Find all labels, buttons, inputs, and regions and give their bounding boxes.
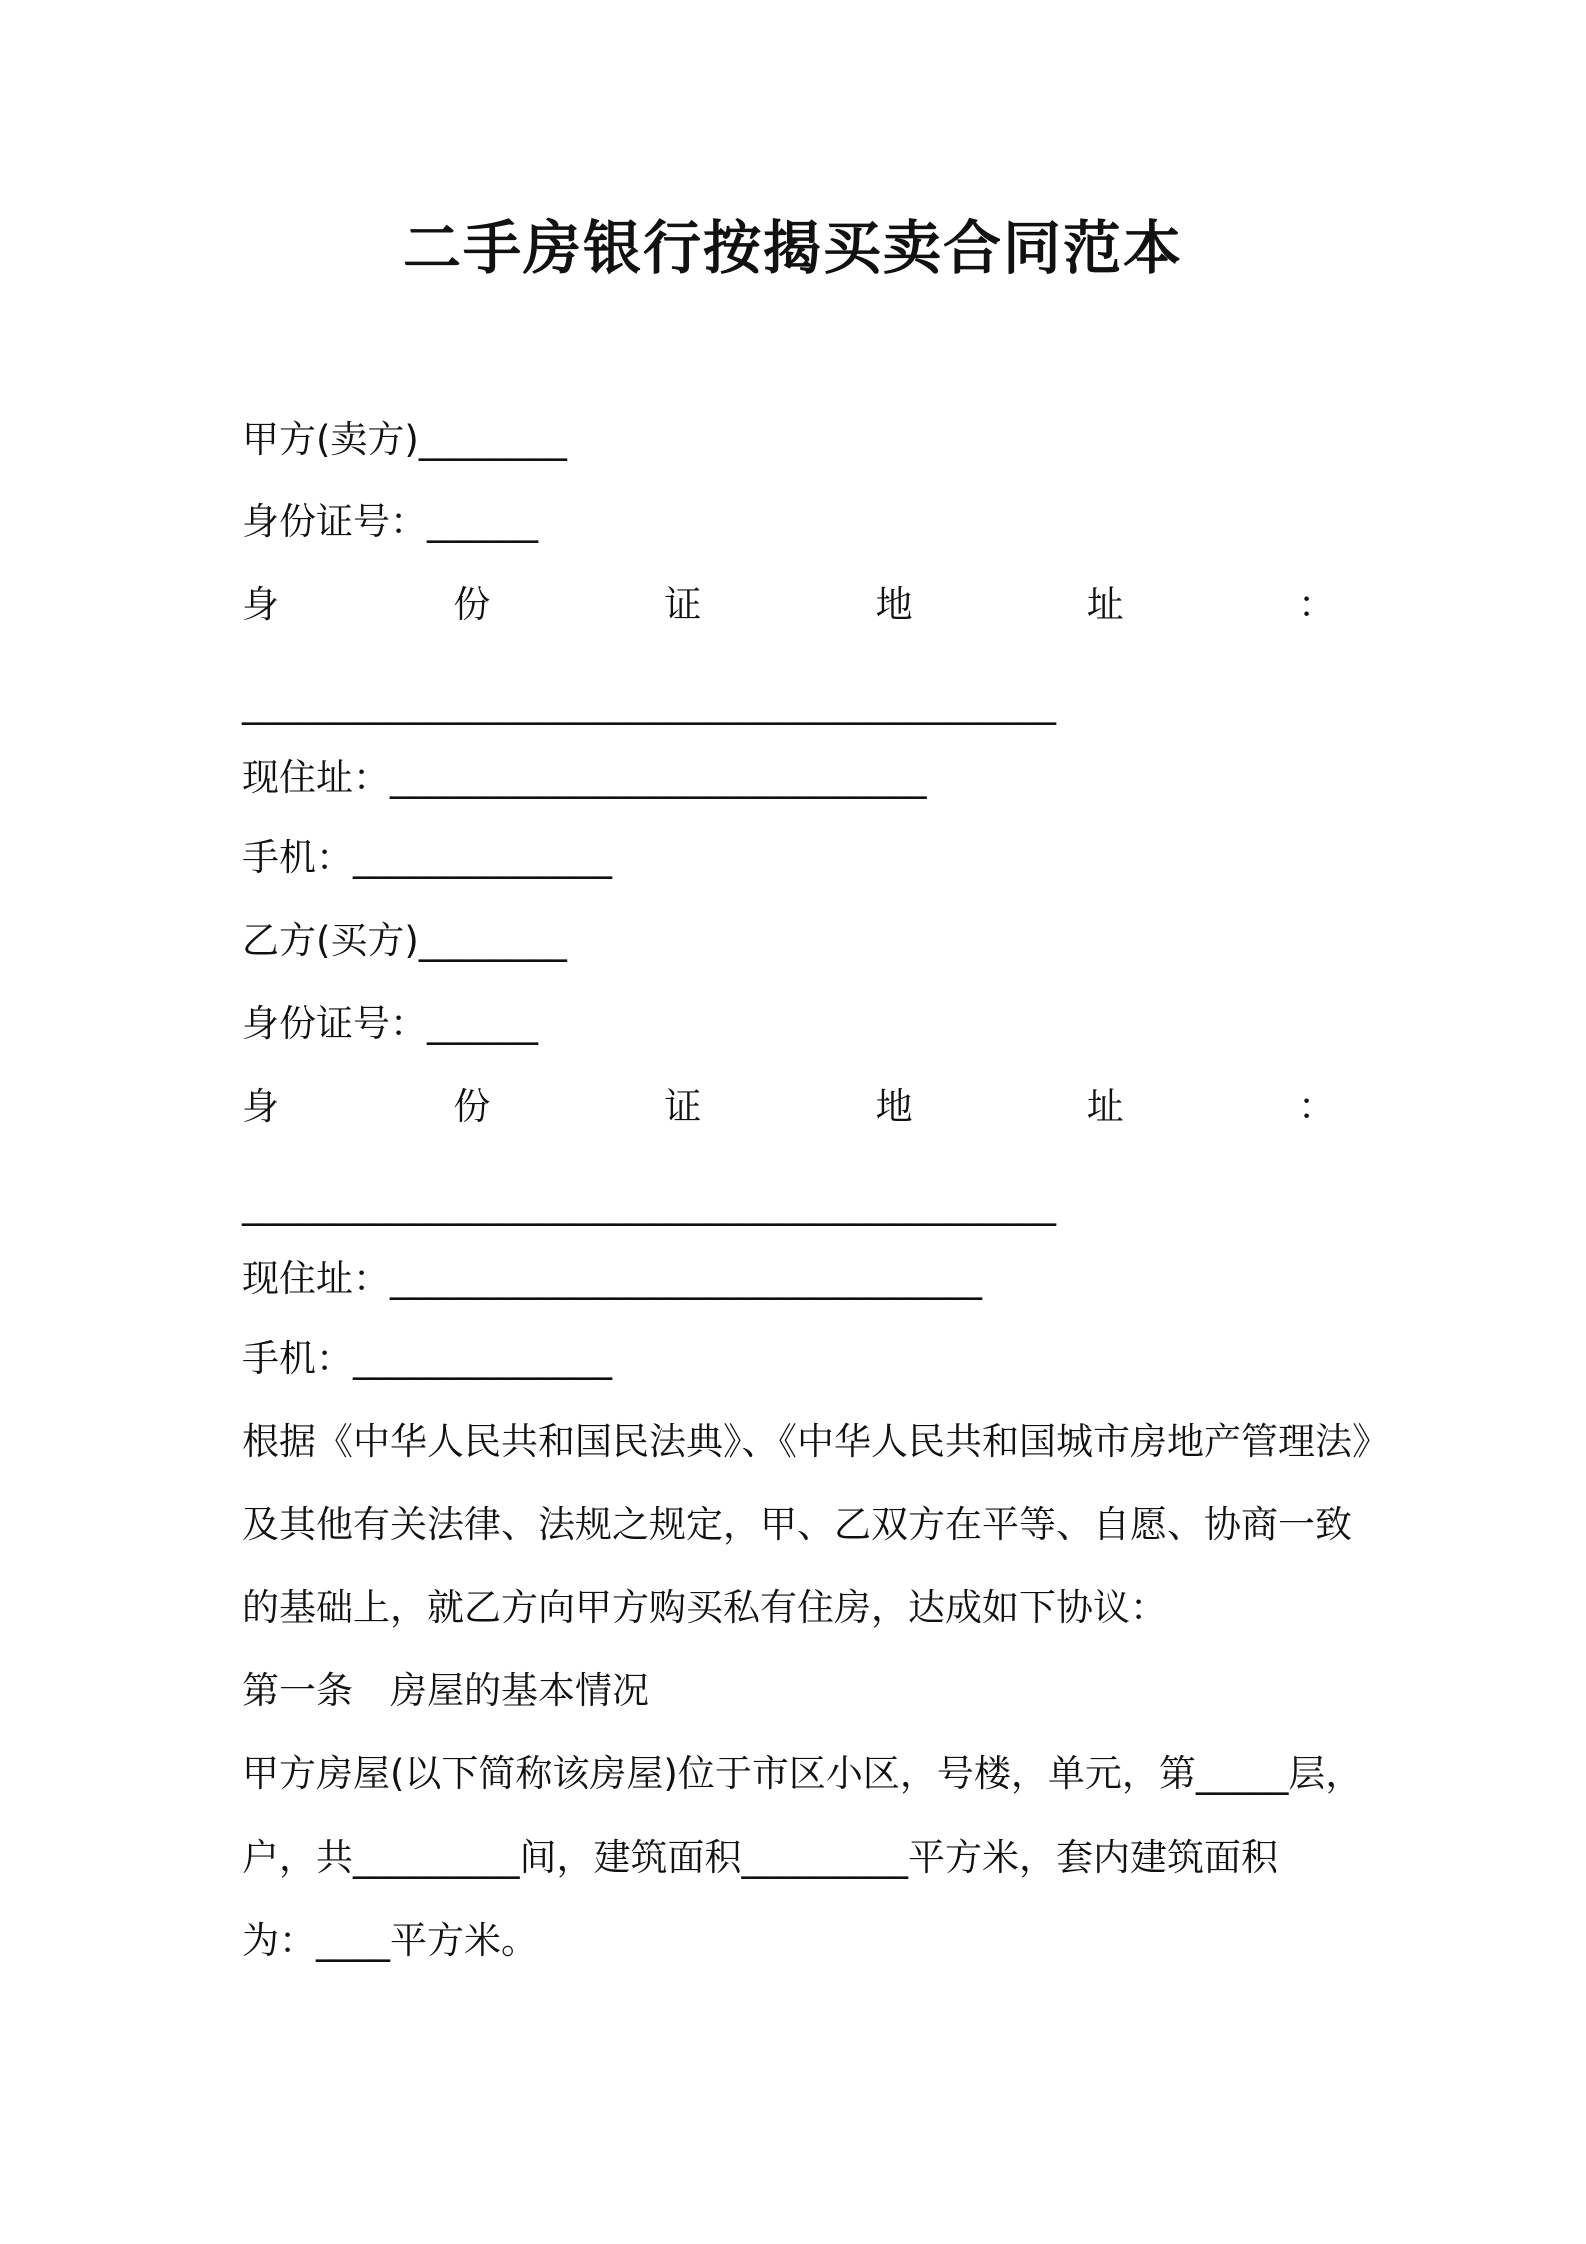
party-b-current-address-line: 现住址：________________________________ bbox=[242, 1257, 982, 1300]
label-char: 份 bbox=[453, 583, 491, 626]
page-title: 二手房银行按揭买卖合同范本 bbox=[402, 214, 1183, 282]
label-char: 身 bbox=[242, 583, 279, 626]
preamble-line: 及其他有关法律、法规之规定，甲、乙双方在平等、自愿、协商一致 bbox=[242, 1503, 1352, 1546]
party-b-id-address-label bbox=[242, 1082, 1335, 1132]
label-char: 份 bbox=[453, 1085, 491, 1128]
party-a-id-number-line: 身份证号：______ bbox=[242, 500, 538, 543]
party-a-id-address-blank: ____________________________________________ bbox=[242, 682, 1056, 725]
label-char: ： bbox=[1297, 583, 1335, 626]
preamble-line: 的基础上，就乙方向甲方购买私有住房，达成如下协议： bbox=[242, 1586, 1167, 1629]
party-b-phone-line: 手机：______________ bbox=[242, 1337, 612, 1380]
article-1-body-line: 甲方房屋(以下简称该房屋)位于市区小区，号楼，单元，第_____层， bbox=[242, 1752, 1363, 1795]
article-1-heading: 第一条 房屋的基本情况 bbox=[242, 1669, 649, 1712]
label-char: 址 bbox=[1086, 583, 1124, 626]
party-a-name-line: 甲方(卖方)________ bbox=[242, 418, 567, 461]
label-char: 证 bbox=[664, 1085, 702, 1128]
label-char: 地 bbox=[875, 583, 913, 626]
article-1-body-line: 为：____平方米。 bbox=[242, 1919, 538, 1962]
party-b-id-number-line: 身份证号：______ bbox=[242, 1002, 538, 1045]
party-a-phone-line: 手机：______________ bbox=[242, 836, 612, 879]
party-a-id-address-label bbox=[242, 580, 1335, 630]
preamble-line: 根据《中华人民共和国民法典》、《中华人民共和国城市房地产管理法》 bbox=[242, 1420, 1389, 1463]
label-char: 证 bbox=[664, 583, 702, 626]
label-char: 身 bbox=[242, 1085, 279, 1128]
article-1-body-line: 户，共_________间，建筑面积_________平方米，套内建筑面积 bbox=[242, 1836, 1278, 1879]
label-char: 址 bbox=[1086, 1085, 1124, 1128]
party-b-name-line: 乙方(买方)________ bbox=[242, 919, 567, 962]
label-char: 地 bbox=[875, 1085, 913, 1128]
party-b-id-address-blank: ____________________________________________ bbox=[242, 1183, 1056, 1226]
label-char: ： bbox=[1297, 1085, 1335, 1128]
party-a-current-address-line: 现住址：_____________________________ bbox=[242, 756, 927, 799]
